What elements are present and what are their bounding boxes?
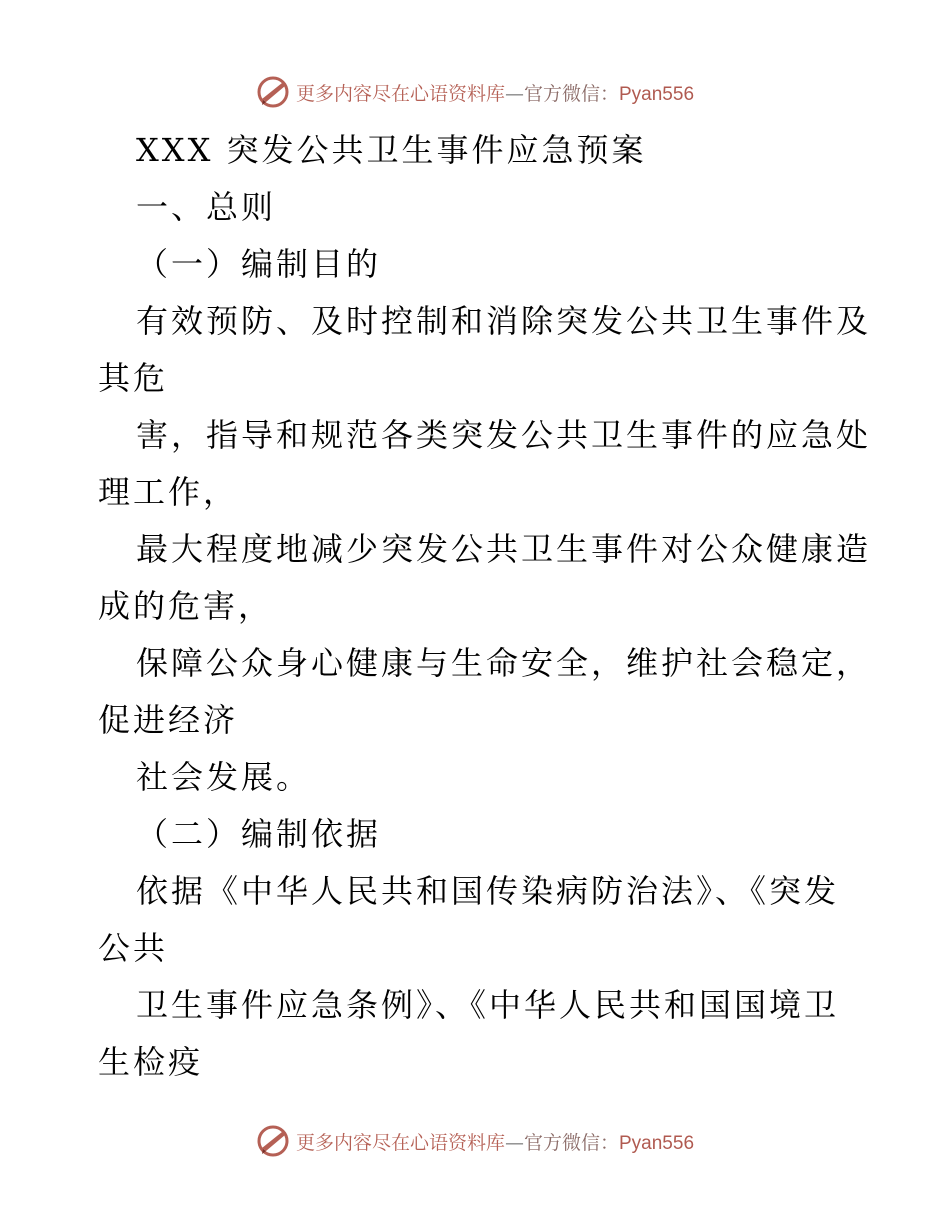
pen-logo-icon [256,75,290,109]
document-line: 其危 [98,359,169,397]
banner-text [296,1128,694,1155]
document-line: 促进经济 [98,701,239,739]
document-line: 保障公众身心健康与生命安全，维护社会稳定， [136,644,872,682]
banner-wechat-label: 官方微信： [523,82,619,105]
document-line: 有效预防、及时控制和消除突发公共卫生事件及 [136,302,872,340]
document-line: XXX 突发公共卫生事件应急预案 [136,131,647,169]
document-body [98,122,872,1091]
banner-wechat-id: Pyan556 [619,83,695,105]
banner-prefix: 更多内容尽在心语资料库 [295,1131,505,1154]
document-line: （二）编制依据 [136,815,382,853]
pen-logo-icon [256,1124,290,1158]
footer-watermark-banner [0,1121,950,1161]
document-line: 社会发展。 [136,758,312,796]
document-line: （一）编制目的 [136,245,382,283]
document-line: 理工作， [98,473,239,511]
document-line: 公共 [98,929,169,967]
banner-wechat-label: 官方微信： [523,1131,619,1154]
document-line: 最大程度地减少突发公共卫生事件对公众健康造 [136,530,872,568]
document-line: 依据《中华人民共和国传染病防治法》、《突发 [136,872,840,910]
document-line: 卫生事件应急条例》、《中华人民共和国国境卫 [136,986,840,1024]
document-line: 成的危害， [98,587,274,625]
banner-prefix: 更多内容尽在心语资料库 [295,82,505,105]
header-watermark-banner [0,72,950,112]
banner-dash: — [504,1131,524,1154]
banner-text [296,79,694,106]
document-line: 生检疫 [98,1043,204,1081]
document-line: 一、总则 [136,188,277,226]
document-line: 害，指导和规范各类突发公共卫生事件的应急处 [136,416,872,454]
banner-wechat-id: Pyan556 [619,1132,695,1154]
banner-dash: — [504,82,524,105]
